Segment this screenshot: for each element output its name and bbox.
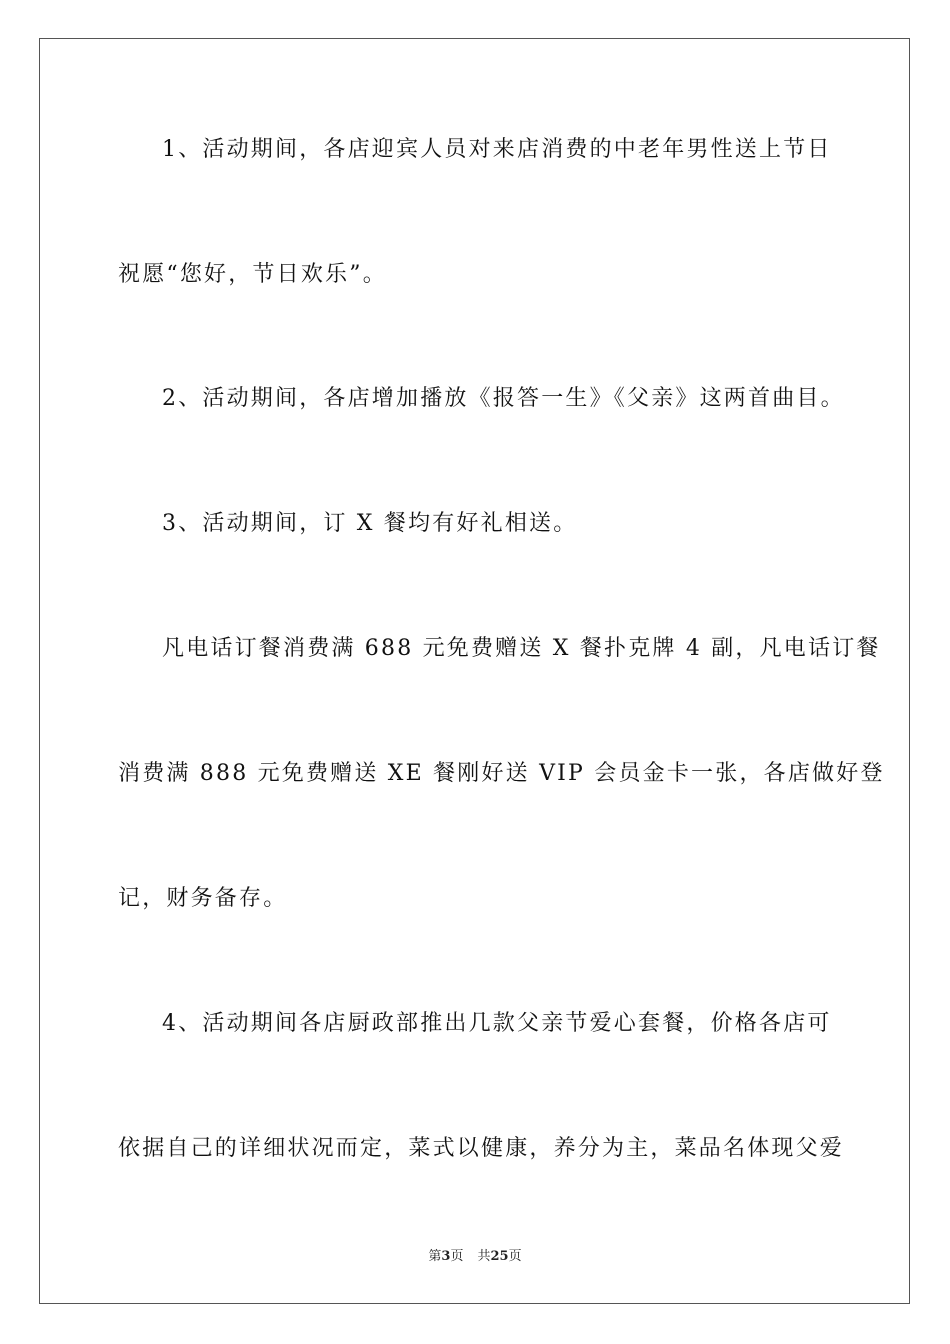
body-text-line: 记，财务备存。 (118, 886, 288, 911)
body-text-line: 消费满 888 元免费赠送 XE 餐刚好送 VIP 会员金卡一张，各店做好登 (118, 761, 885, 786)
body-text-line: 3、活动期间，订 X 餐均有好礼相送。 (162, 511, 578, 536)
body-text-line: 1、活动期间，各店迎宾人员对来店消费的中老年男性送上节日 (162, 137, 832, 162)
body-text-line: 祝愿“您好，节日欢乐”。 (118, 262, 387, 287)
body-text-line: 依据自己的详细状况而定，菜式以健康，养分为主，菜品名体现父爱 (118, 1136, 845, 1161)
page-number-prefix: 第 (428, 1249, 442, 1264)
page-number: 3 (441, 1249, 451, 1264)
page-number-suffix: 页 (450, 1249, 464, 1264)
total-pages: 25 (490, 1249, 509, 1264)
page-border (39, 38, 910, 1304)
body-text-line: 凡电话订餐消费满 688 元免费赠送 X 餐扑克牌 4 副，凡电话订餐 (162, 636, 881, 661)
body-text-line: 4、活动期间各店厨政部推出几款父亲节爱心套餐，价格各店可 (162, 1011, 832, 1036)
body-text-line: 2、活动期间，各店增加播放《报答一生》《父亲》这两首曲目。 (162, 386, 845, 411)
total-pages-suffix: 页 (508, 1249, 522, 1264)
total-pages-prefix: 共 (477, 1249, 491, 1264)
page-footer (0, 1248, 950, 1266)
